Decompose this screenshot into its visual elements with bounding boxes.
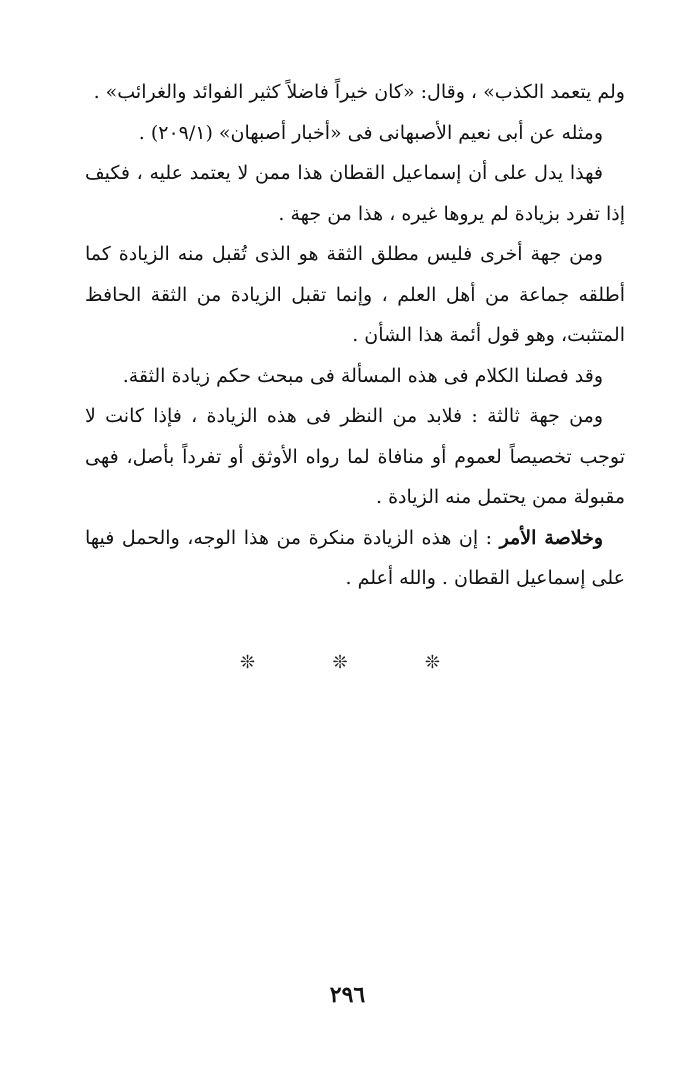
separator-star-icon: ❊ [240, 652, 256, 673]
body-text [85, 72, 625, 599]
conclusion-lead: وخلاصة الأمر [499, 526, 604, 549]
paragraph-2-text: ومثله عن أبى نعيم الأصبهانى فى «أخبار أصبهان» (٢٠٩/١) . [138, 121, 603, 144]
separator-star-icon: ❊ [332, 652, 348, 673]
paragraph-1-text: ولم يتعمد الكذب» ، وقال: «كان خيراً فاضلاً كثير الفوائد والغرائب» . [93, 81, 625, 103]
paragraph-2 [85, 113, 625, 154]
paragraph-7-text: : إن هذه الزيادة منكرة من هذا الوجه، والحمل فيها على إسماعيل القطان . والله أعلم . [85, 526, 625, 589]
paragraph-4 [85, 234, 625, 356]
paragraph-6-text: ومن جهة ثالثة : فلابد من النظر فى هذه الزيادة ، فإذا كانت لا توجب تخصيصاً لعموم أو منافاة لما رواه الأوثق أو تفرداً بأصل، فهى مقبولة ممن يحتمل منه الزيادة . [85, 405, 625, 508]
section-separator [240, 652, 440, 673]
paragraph-3-text: فهذا يدل على أن إسماعيل القطان هذا ممن لا يعتمد عليه ، فكيف إذا تفرد بزيادة لم يروها غيره ، هذا من جهة . [85, 162, 625, 225]
paragraph-4-text: ومن جهة أخرى فليس مطلق الثقة هو الذى تُقبل منه الزيادة كما أطلقه جماعة من أهل العلم ، وإنما تقبل الزيادة من الثقة الحافظ المتثبت، وهو قول أئمة هذا الشأن . [85, 243, 625, 346]
paragraph-3 [85, 153, 625, 234]
paragraph-5-text: وقد فصلنا الكلام فى هذه المسألة فى مبحث حكم زيادة الثقة. [122, 364, 603, 387]
paragraph-7 [85, 518, 625, 599]
page-number: ٢٩٦ [329, 982, 366, 1008]
separator-star-icon: ❊ [424, 652, 440, 673]
paragraph-5 [85, 356, 625, 397]
paragraph-1 [85, 72, 625, 113]
paragraph-6 [85, 396, 625, 518]
